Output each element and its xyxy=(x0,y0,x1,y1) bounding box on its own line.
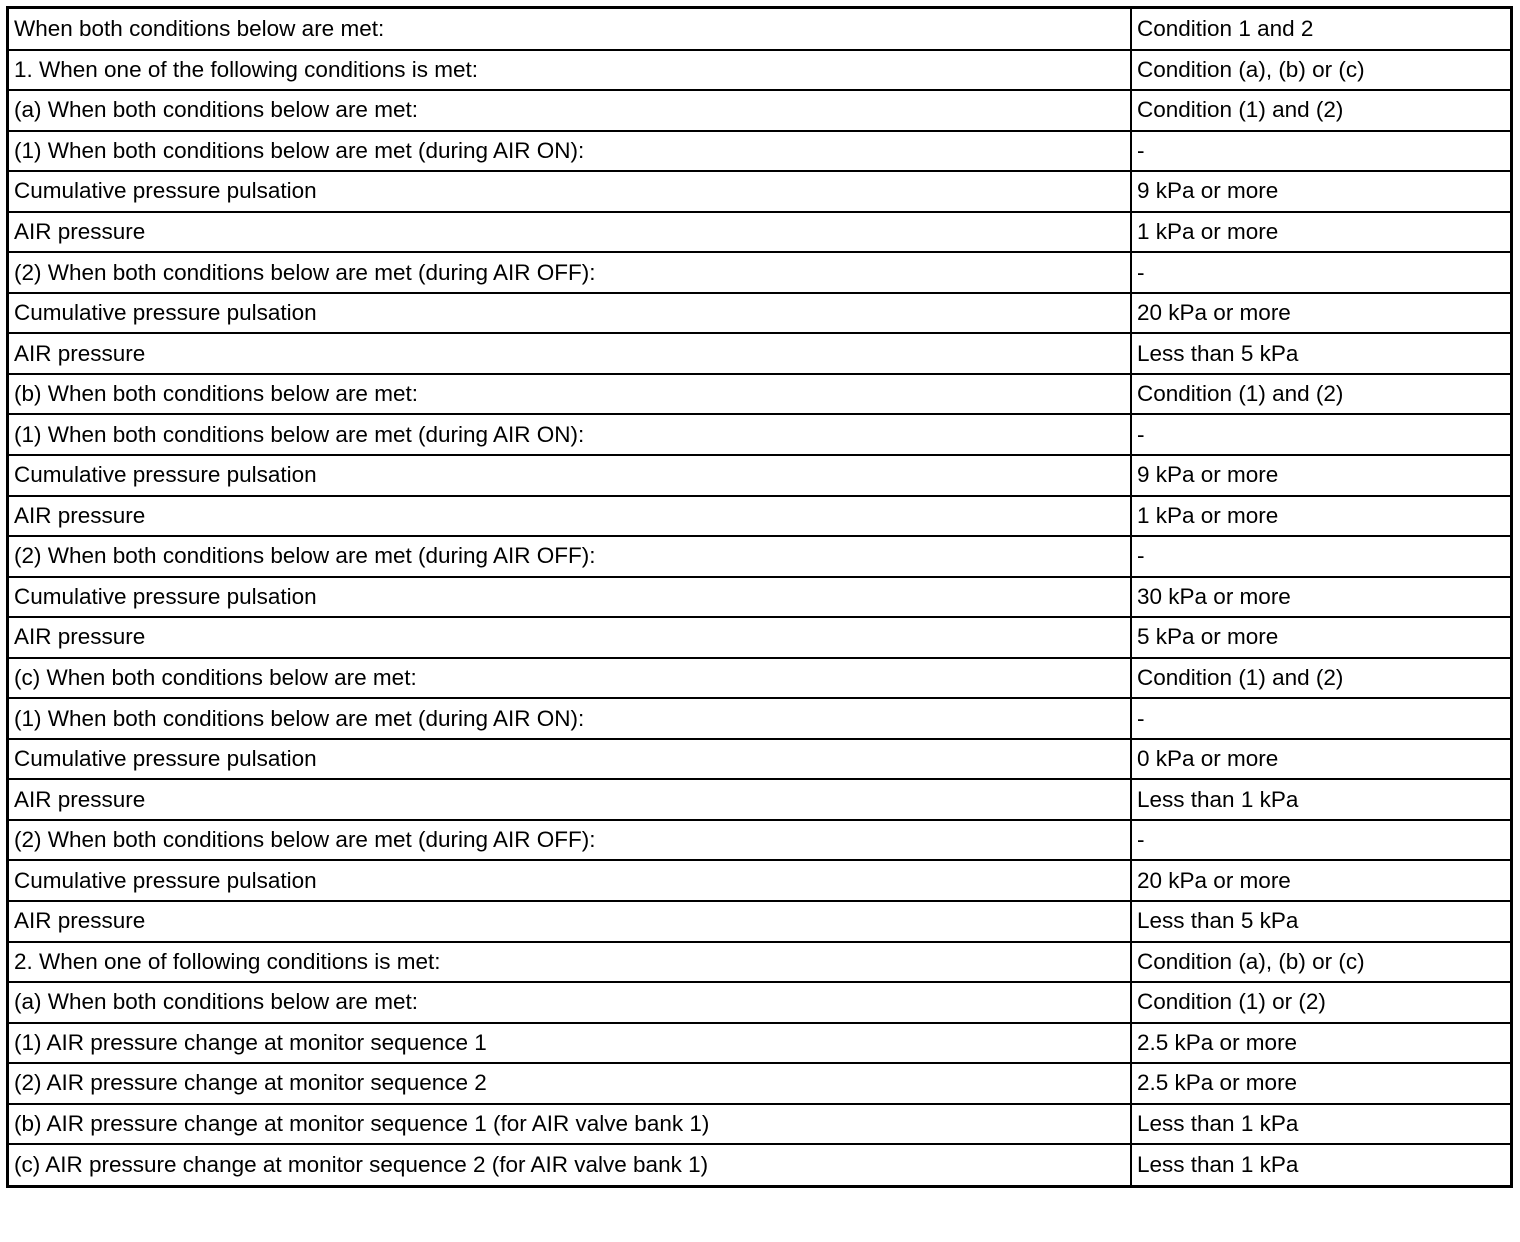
threshold-cell: 9 kPa or more xyxy=(1131,455,1510,496)
threshold-cell: Less than 1 kPa xyxy=(1131,779,1510,820)
condition-cell: (a) When both conditions below are met: xyxy=(9,90,1131,131)
condition-cell: (b) AIR pressure change at monitor sequence 1 (for AIR valve bank 1) xyxy=(9,1104,1131,1145)
table-row xyxy=(9,536,1510,577)
table-row xyxy=(9,658,1510,699)
threshold-cell: Condition 1 and 2 xyxy=(1131,9,1510,50)
threshold-cell: 1 kPa or more xyxy=(1131,496,1510,537)
condition-cell: AIR pressure xyxy=(9,779,1131,820)
conditions-table-body xyxy=(9,9,1510,1185)
condition-cell: Cumulative pressure pulsation xyxy=(9,455,1131,496)
condition-cell: (1) When both conditions below are met (during AIR ON): xyxy=(9,698,1131,739)
threshold-cell: - xyxy=(1131,414,1510,455)
condition-cell: (2) When both conditions below are met (during AIR OFF): xyxy=(9,252,1131,293)
table-row xyxy=(9,698,1510,739)
table-row xyxy=(9,860,1510,901)
table-row xyxy=(9,496,1510,537)
threshold-cell: Condition (1) and (2) xyxy=(1131,374,1510,415)
threshold-cell: 5 kPa or more xyxy=(1131,617,1510,658)
threshold-cell: 20 kPa or more xyxy=(1131,860,1510,901)
table-row xyxy=(9,171,1510,212)
condition-cell: AIR pressure xyxy=(9,333,1131,374)
condition-cell: Cumulative pressure pulsation xyxy=(9,577,1131,618)
condition-cell: When both conditions below are met: xyxy=(9,9,1131,50)
threshold-cell: - xyxy=(1131,698,1510,739)
threshold-cell: - xyxy=(1131,131,1510,172)
condition-cell: AIR pressure xyxy=(9,496,1131,537)
threshold-cell: Less than 5 kPa xyxy=(1131,333,1510,374)
table-row xyxy=(9,252,1510,293)
condition-cell: AIR pressure xyxy=(9,901,1131,942)
condition-cell: (1) When both conditions below are met (during AIR ON): xyxy=(9,414,1131,455)
threshold-cell: - xyxy=(1131,820,1510,861)
threshold-cell: Less than 5 kPa xyxy=(1131,901,1510,942)
threshold-cell: 9 kPa or more xyxy=(1131,171,1510,212)
condition-cell: (c) AIR pressure change at monitor sequence 2 (for AIR valve bank 1) xyxy=(9,1144,1131,1185)
condition-cell: (2) When both conditions below are met (during AIR OFF): xyxy=(9,820,1131,861)
threshold-cell: 30 kPa or more xyxy=(1131,577,1510,618)
threshold-cell: 20 kPa or more xyxy=(1131,293,1510,334)
table-row xyxy=(9,1104,1510,1145)
condition-cell: (1) AIR pressure change at monitor sequence 1 xyxy=(9,1023,1131,1064)
threshold-cell: 1 kPa or more xyxy=(1131,212,1510,253)
threshold-cell: Less than 1 kPa xyxy=(1131,1104,1510,1145)
condition-cell: 2. When one of following conditions is met: xyxy=(9,942,1131,983)
table-row xyxy=(9,820,1510,861)
threshold-cell: 2.5 kPa or more xyxy=(1131,1023,1510,1064)
threshold-cell: Condition (a), (b) or (c) xyxy=(1131,942,1510,983)
threshold-cell: Condition (1) or (2) xyxy=(1131,982,1510,1023)
table-row xyxy=(9,942,1510,983)
table-row xyxy=(9,577,1510,618)
condition-cell: (1) When both conditions below are met (during AIR ON): xyxy=(9,131,1131,172)
condition-cell: (a) When both conditions below are met: xyxy=(9,982,1131,1023)
conditions-table xyxy=(9,9,1510,1185)
table-row xyxy=(9,982,1510,1023)
table-row xyxy=(9,455,1510,496)
table-row xyxy=(9,90,1510,131)
threshold-cell: Condition (a), (b) or (c) xyxy=(1131,50,1510,91)
condition-cell: (2) When both conditions below are met (during AIR OFF): xyxy=(9,536,1131,577)
table-row xyxy=(9,50,1510,91)
threshold-cell: 0 kPa or more xyxy=(1131,739,1510,780)
condition-cell: (b) When both conditions below are met: xyxy=(9,374,1131,415)
threshold-cell: Condition (1) and (2) xyxy=(1131,658,1510,699)
table-row xyxy=(9,901,1510,942)
table-row xyxy=(9,1023,1510,1064)
condition-cell: Cumulative pressure pulsation xyxy=(9,293,1131,334)
condition-cell: AIR pressure xyxy=(9,212,1131,253)
condition-cell: (c) When both conditions below are met: xyxy=(9,658,1131,699)
condition-cell: (2) AIR pressure change at monitor sequence 2 xyxy=(9,1063,1131,1104)
table-row xyxy=(9,212,1510,253)
table-row xyxy=(9,131,1510,172)
condition-cell: Cumulative pressure pulsation xyxy=(9,739,1131,780)
table-row xyxy=(9,1144,1510,1185)
threshold-cell: - xyxy=(1131,252,1510,293)
table-row xyxy=(9,617,1510,658)
table-row xyxy=(9,1063,1510,1104)
table-row xyxy=(9,414,1510,455)
condition-cell: Cumulative pressure pulsation xyxy=(9,860,1131,901)
table-row xyxy=(9,779,1510,820)
table-row xyxy=(9,333,1510,374)
table-row xyxy=(9,739,1510,780)
threshold-cell: - xyxy=(1131,536,1510,577)
threshold-cell: 2.5 kPa or more xyxy=(1131,1063,1510,1104)
table-row xyxy=(9,374,1510,415)
conditions-table-frame xyxy=(6,6,1513,1188)
table-row xyxy=(9,293,1510,334)
condition-cell: 1. When one of the following conditions is met: xyxy=(9,50,1131,91)
threshold-cell: Less than 1 kPa xyxy=(1137,1152,1299,1178)
condition-cell: AIR pressure xyxy=(9,617,1131,658)
condition-cell: Cumulative pressure pulsation xyxy=(9,171,1131,212)
table-row xyxy=(9,9,1510,50)
threshold-cell: Condition (1) and (2) xyxy=(1131,90,1510,131)
